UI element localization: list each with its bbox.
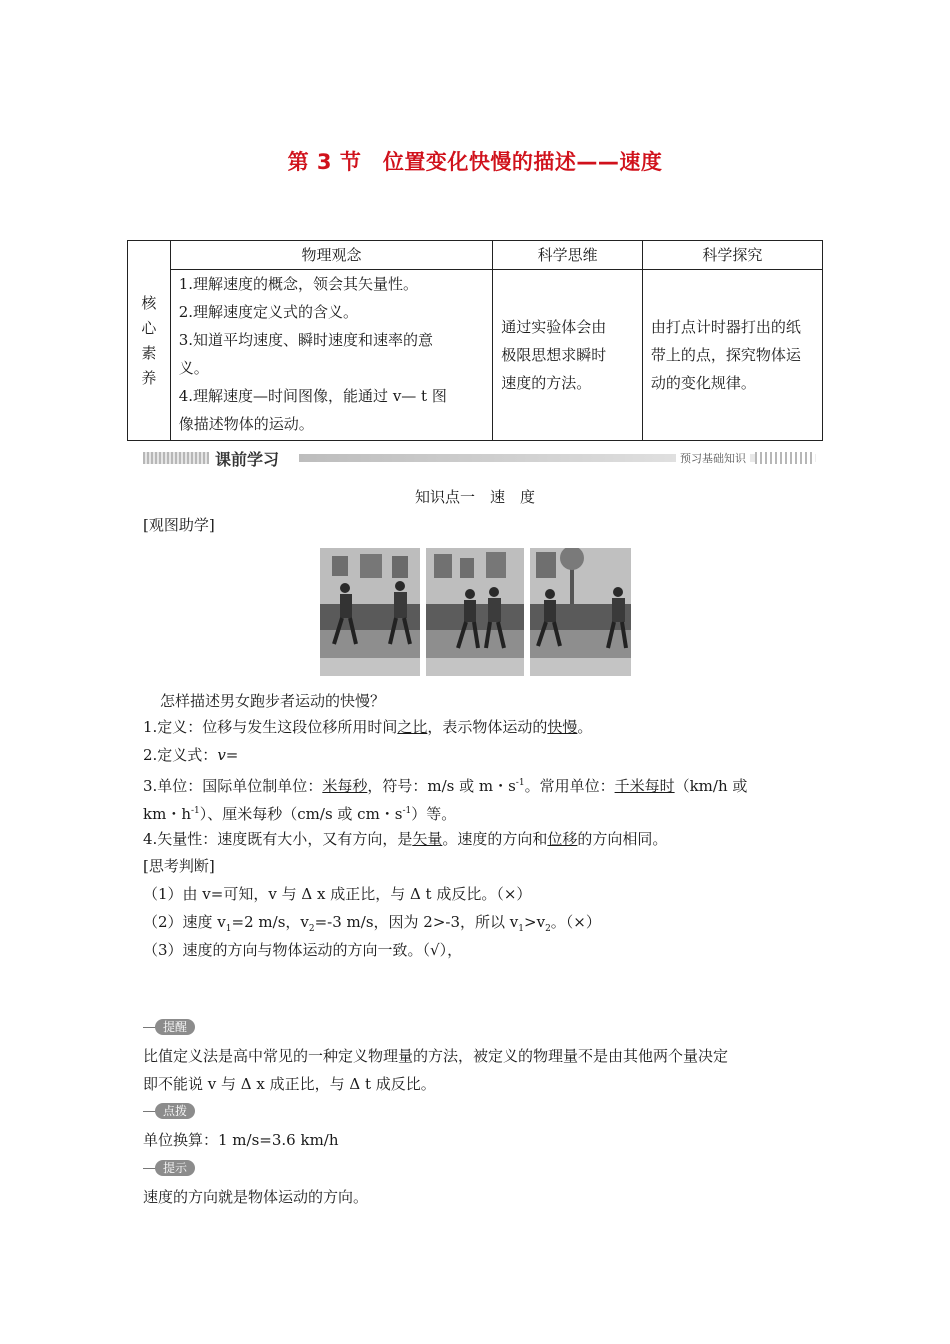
reminder-line: 即不能说 v 与 Δ x 成正比，与 Δ t 成反比。 [143,1075,436,1093]
concept-line: 像描述物体的运动。 [178,415,314,433]
unit-item [143,773,747,796]
symbol-v: v [217,746,226,764]
section-bar [143,450,815,468]
subscript: 2 [308,924,315,934]
text: 3.单位：国际单位制单位： [143,777,323,795]
text: ，表示物体运动的 [427,718,548,736]
judge-item-3: （3）速度的方向与物体运动的方向一致。（√）， [143,941,463,959]
definition-item [143,717,592,737]
superscript: -1 [515,778,525,788]
answer-underline: 快慢 [547,718,578,736]
question-text: 怎样描述男女跑步者运动的快慢？ [160,692,386,710]
text: 1.定义：位移与发生这段位移所用时间 [143,718,398,736]
bar-left-stripe [143,452,209,464]
superscript: -1 [190,806,200,816]
tag-label: 点拨 [155,1103,195,1119]
runner-photo-3-image [530,548,631,676]
text: =2 m/s，v [231,913,309,931]
tip-line: 单位换算：1 m/s=3.6 km/h [143,1131,339,1149]
header-scientific-inquiry: 科学探究 [642,241,822,270]
text: （2）速度 v [143,913,226,931]
scientific-inquiry-cell [642,270,822,441]
tip-tag [143,1103,223,1119]
section-right-label: 预习基础知识 [676,450,750,466]
side-char: 心 [141,318,157,337]
inquiry-line: 由打点计时器打出的纸 [650,318,801,336]
scientific-thinking-cell [493,270,643,441]
superscript: -1 [402,806,412,816]
knowledge-point-title: 知识点一 速 度 [414,488,535,506]
subscript: 1 [225,924,232,934]
runner-photo-2 [426,548,524,676]
bar-right-stripe [755,452,815,464]
subscript: 1 [518,924,525,934]
text: ，符号：m/s 或 m・s [367,777,516,795]
section-title: 课前学习 [215,450,280,469]
header-physics-concept: 物理观念 [170,241,493,270]
concept-line: 2.理解速度定义式的含义。 [178,303,359,321]
text: （km/h 或 [674,777,748,795]
core-literacy-side-label [128,241,171,441]
side-char: 养 [141,368,157,387]
text: 。速度的方向和 [442,830,548,848]
text: = [225,746,239,764]
answer-underline: 米每秒 [322,777,368,795]
answer-underline: 之比 [397,718,428,736]
thinking-line: 通过实验体会由 [501,318,607,336]
text: 。常用单位： [524,777,615,795]
header-scientific-thinking: 科学思维 [493,241,643,270]
thinking-line: 极限思想求瞬时 [501,346,607,364]
runner-photo-1-image [320,548,420,676]
text: km・h [143,805,191,823]
answer-underline: 位移 [547,830,578,848]
vector-item [143,829,667,849]
subscript: 2 [545,924,551,934]
judge-item-1: （1）由 v=可知，v 与 Δ x 成正比，与 Δ t 成反比。（×） [143,885,532,903]
concept-line: 1.理解速度的概念，领会其矢量性。 [178,275,419,293]
page-title: 第 3 节 位置变化快慢的描述——速度 [287,150,663,174]
text: =-3 m/s，因为 2>-3，所以 v [314,913,519,931]
text: 。（×） [550,913,601,931]
concept-line: 3.知道平均速度、瞬时速度和速率的意 [178,331,434,349]
think-judge-label: [思考判断] [143,857,215,875]
answer-underline: 矢量 [412,830,443,848]
tag-label: 提醒 [155,1019,195,1035]
text: 。 [577,718,593,736]
text: 的方向相同。 [577,830,668,848]
tag-label: 提示 [155,1160,195,1176]
side-char: 核 [141,293,157,312]
text: ）等。 [411,805,457,823]
thinking-line: 速度的方法。 [501,374,592,392]
core-literacy-table [127,240,823,441]
guan-tu-label: [观图助学] [143,516,215,534]
answer-underline: 千米每时 [614,777,675,795]
judge-item-2 [143,912,601,939]
runner-photo-2-image [426,548,524,676]
concept-line: 4.理解速度—时间图像，能通过 v— t 图 [178,387,447,405]
physics-concept-cell [170,270,493,441]
hint-tag [143,1160,223,1176]
hint-line: 速度的方向就是物体运动的方向。 [143,1188,369,1206]
runner-photo-3 [530,548,631,676]
reminder-tag [143,1019,223,1035]
text: 2.定义式： [143,746,218,764]
inquiry-line: 动的变化规律。 [650,374,756,392]
runner-photo-1 [320,548,420,676]
concept-line: 义。 [178,359,209,377]
inquiry-line: 带上的点，探究物体运 [650,346,801,364]
reminder-line: 比值定义法是高中常见的一种定义物理量的方法，被定义的物理量不是由其他两个量决定 [143,1047,729,1065]
formula-item [143,745,238,765]
text: 4.矢量性：速度既有大小，又有方向，是 [143,830,413,848]
unit-item-cont [143,801,456,824]
text: ）、厘米每秒（cm/s 或 cm・s [199,805,403,823]
side-char: 素 [141,343,157,362]
text: >v [524,913,546,931]
